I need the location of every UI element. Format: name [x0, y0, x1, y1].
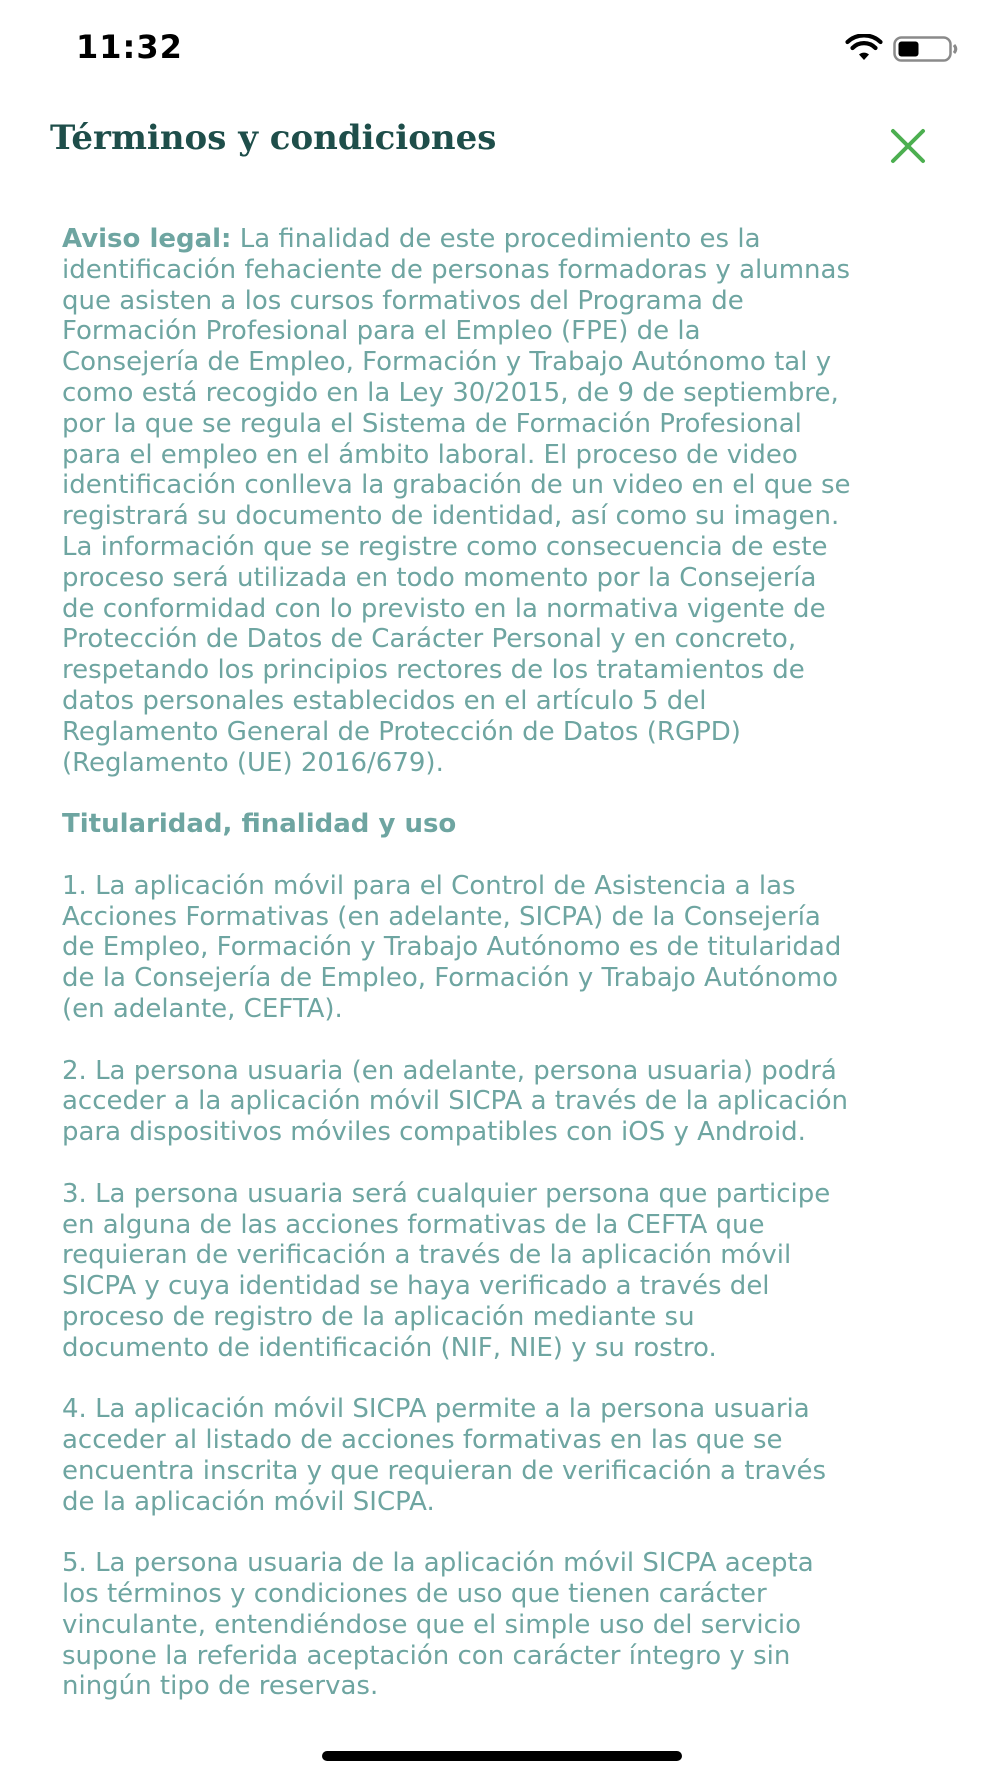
terms-item-2: 2. La persona usuaria (en adelante, persona usuaria) podrá acceder a la aplicación móvil SICPA a través de la aplicación para dispositivos móviles compatibles con iOS y Android.	[62, 1055, 849, 1148]
section-title: Titularidad, finalidad y uso	[62, 809, 457, 840]
status-time: 11:32	[76, 28, 183, 66]
wifi-icon	[845, 34, 883, 62]
battery-icon	[893, 36, 959, 62]
terms-item-1: 1. La aplicación móvil para el Control de Asistencia a las Acciones Formativas (en adelante, SICPA) de la Consejería de Empleo, Formación y Trabajo Autónomo es de titularidad de la Consejería de Empleo, Formación y Trabajo Autónomo (en adelante, CEFTA).	[62, 870, 842, 1024]
aviso-legal-paragraph	[62, 224, 962, 778]
terms-content[interactable]	[62, 224, 962, 1733]
terms-item-5: 5. La persona usuaria de la aplicación móvil SICPA acepta los términos y condiciones de uso que tienen carácter vinculante, entendiéndose que el simple uso del servicio supone la referida aceptación con carácter íntegro y sin ningún tipo de reservas.	[62, 1548, 814, 1702]
page-title: Términos y condiciones	[50, 118, 497, 158]
status-bar	[0, 0, 1000, 100]
terms-item-4: 4. La aplicación móvil SICPA permite a la persona usuaria acceder al listado de acciones formativas en las que se encuentra inscrita y que requieran de verificación a través de la aplicación móvil SICPA.	[62, 1394, 827, 1517]
home-indicator[interactable]	[322, 1751, 682, 1761]
modal-header	[0, 100, 1000, 180]
aviso-legal-text: La finalidad de este procedimiento es la identificación fehaciente de personas formadoras y alumnas que asisten a los cursos formativos del Programa de Formación Profesional para el Empleo (FPE) de la Consejería de Empleo, Formación y Trabajo Autónomo tal y como está recogido en la Ley 30/2015, de 9 de septiembre, por la que se regula el Sistema de Formación Profesional para el empleo en el ámbito laboral. El proceso de video identificación conlleva la grabación de un video en el que se registrará su documento de identidad, así como su imagen. La información que se registre como consecuencia de este proceso será utilizada en todo momento por la Consejería de conformidad con lo previsto en la normativa vigente de Protección de Datos de Carácter Personal y en concreto, respetando los principios rectores de los tratamientos de datos personales establecidos en el artículo 5 del Reglamento General de Protección de Datos (RGPD) (Reglamento (UE) 2016/679).	[62, 224, 851, 778]
close-icon	[888, 126, 928, 166]
close-button[interactable]	[880, 118, 936, 174]
aviso-legal-label: Aviso legal:	[62, 224, 232, 254]
terms-item-3: 3. La persona usuaria será cualquier persona que participe en alguna de las acciones formativas de la CEFTA que requieran de verificación a través de la aplicación móvil SICPA y cuya identidad se haya verificado a través del proceso de registro de la aplicación mediante su documento de identificación (NIF, NIE) y su rostro.	[62, 1178, 831, 1363]
